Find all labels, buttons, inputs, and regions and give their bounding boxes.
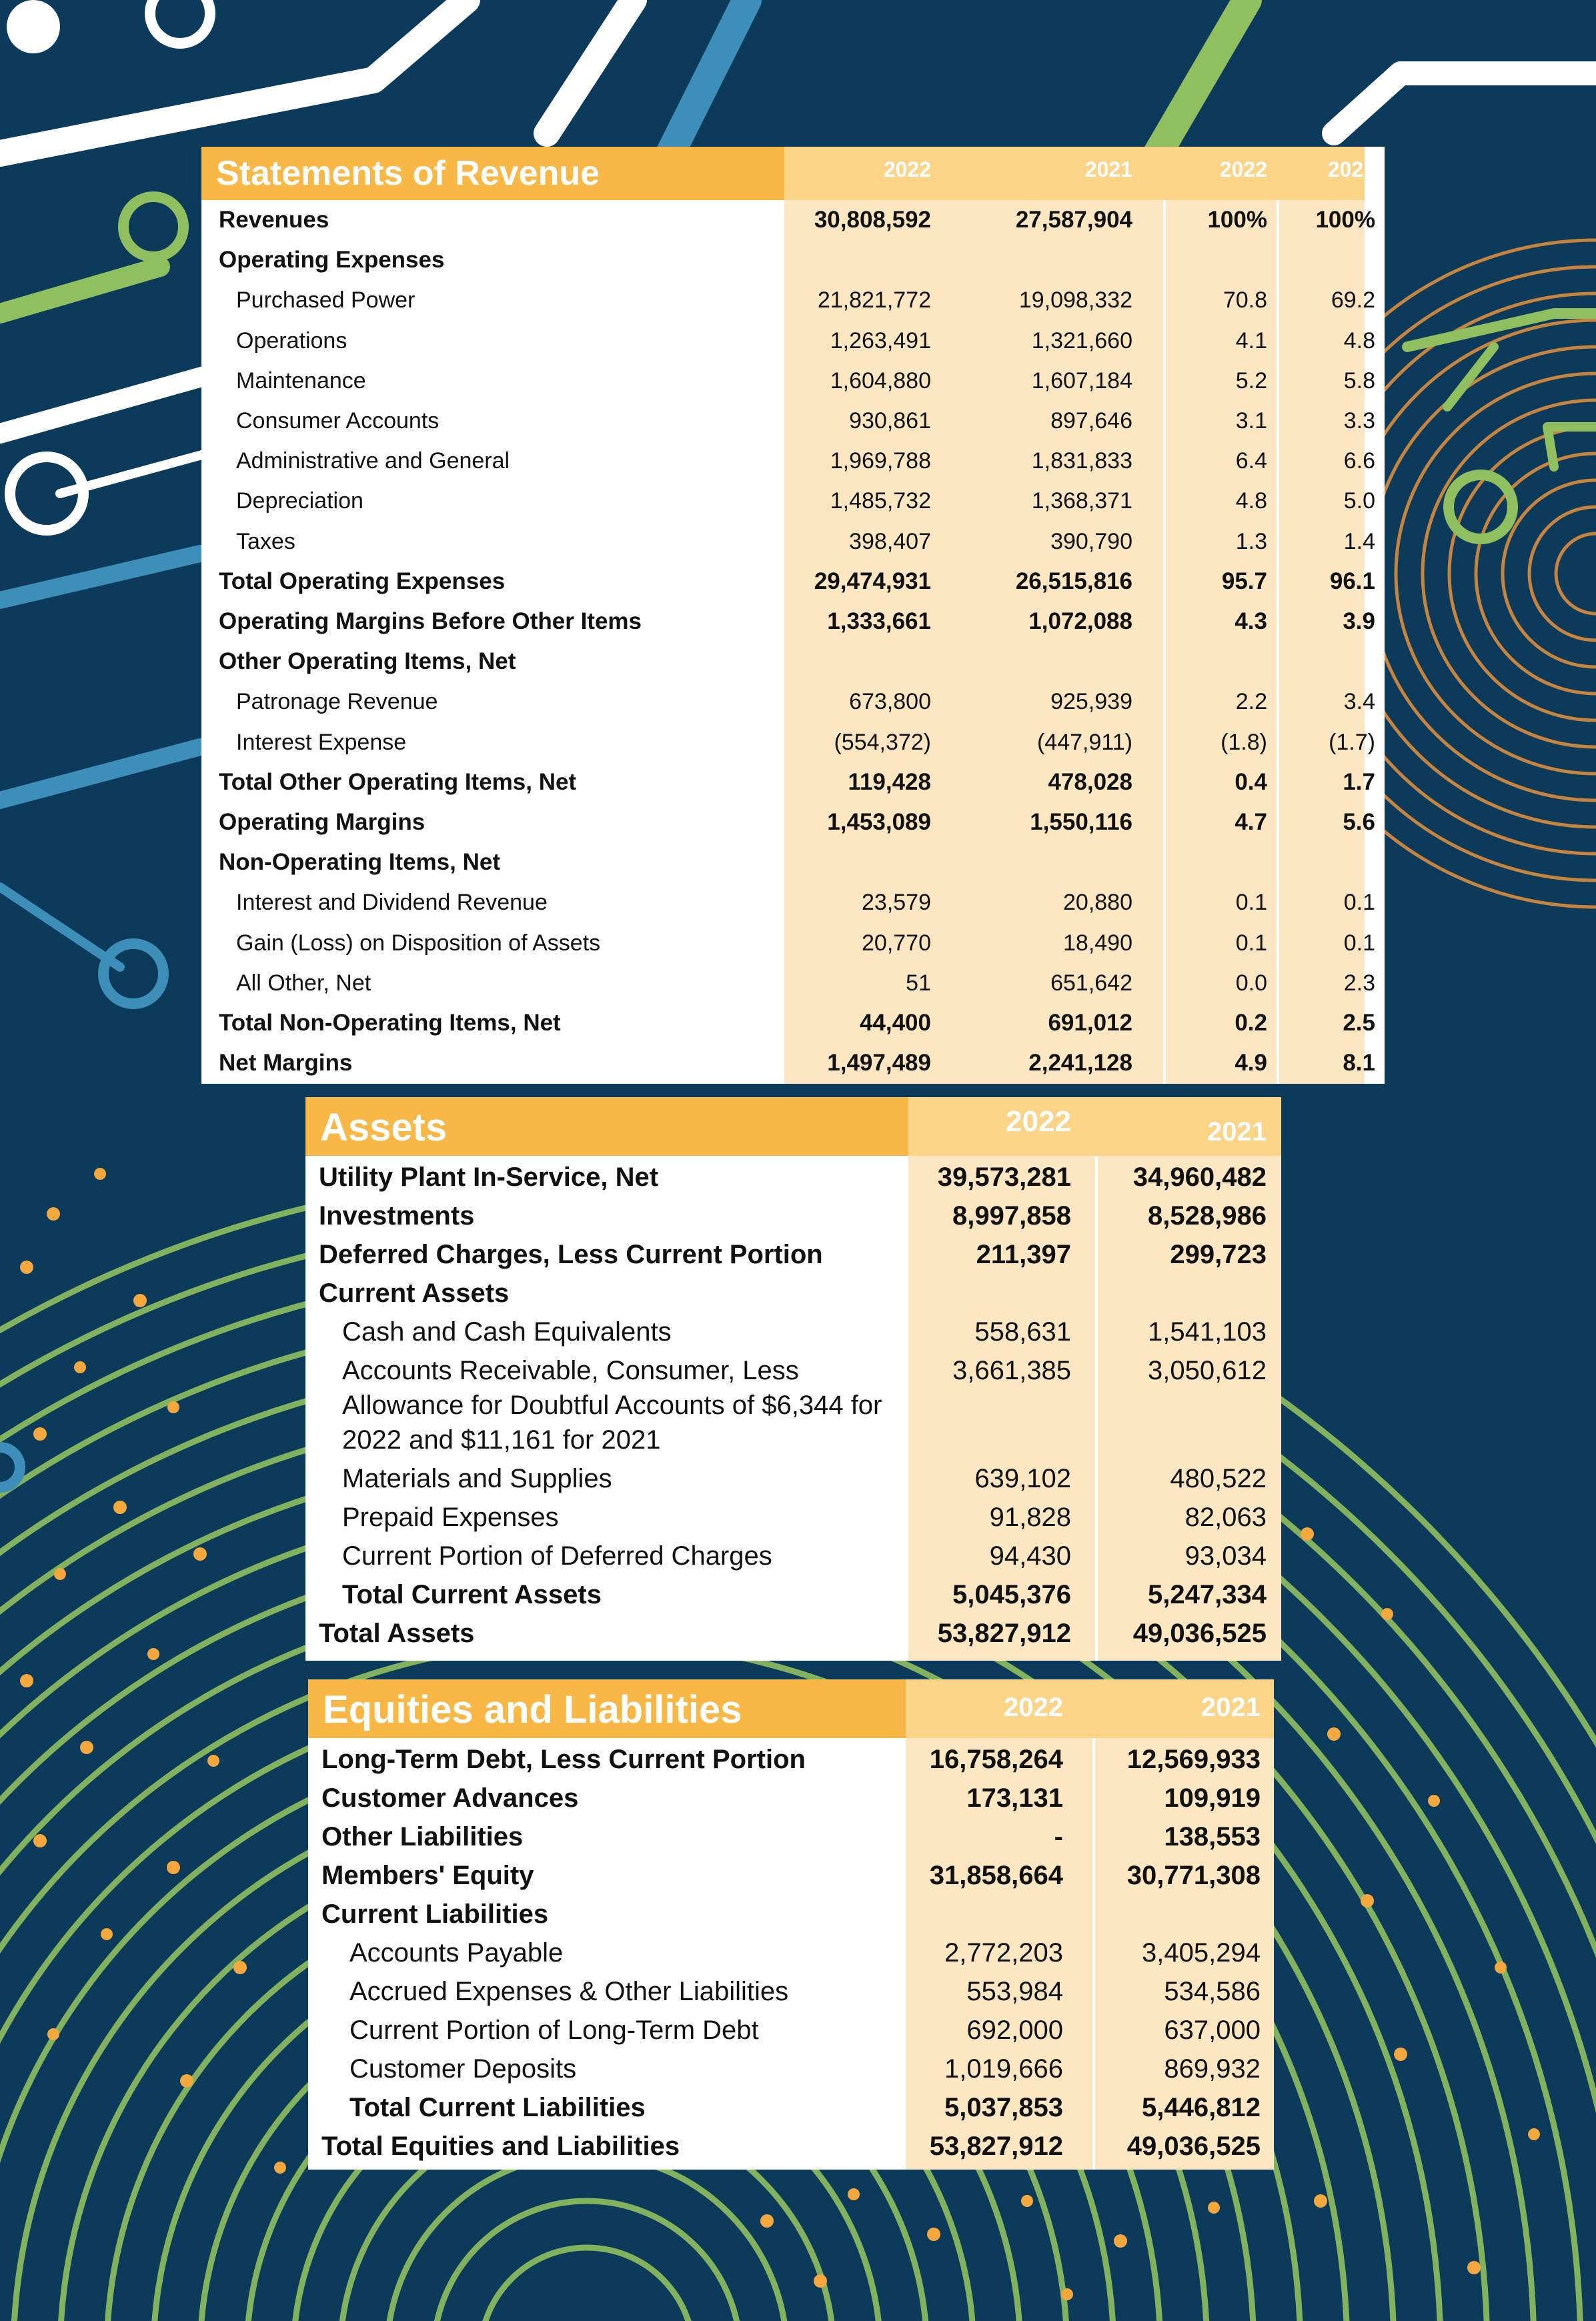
row-label: All Other, Net [236,970,371,996]
row-value: 869,932 [1164,2054,1261,2084]
row-value: 21,821,772 [817,287,931,313]
equities-title: Equities and Liabilities [323,1688,742,1731]
row-label: Utility Plant In-Service, Net [319,1163,659,1192]
row-value: 173,131 [966,1783,1063,1813]
row-value: 70.8 [1223,287,1267,313]
table-row [308,1895,1274,1934]
row-label: Taxes [236,528,295,554]
row-value: 4.7 [1235,809,1267,835]
table-row [201,280,1385,320]
row-value: 639,102 [974,1464,1071,1493]
row-value: 691,012 [1048,1010,1132,1036]
row-label: Other Operating Items, Net [219,648,516,675]
row-value: 8,997,858 [952,1201,1071,1231]
equities-col-header: 2022 [1004,1693,1063,1722]
table-row [201,481,1385,521]
row-value: 0.1 [1343,890,1375,916]
row-value: 1,485,732 [830,488,931,514]
row-value: (1.8) [1221,729,1267,755]
row-value: 93,034 [1184,1541,1267,1571]
row-value: 23,579 [862,890,931,916]
row-value: 51 [906,970,931,996]
table-row [201,1003,1385,1043]
row-label: Current Portion of Deferred Charges [342,1541,772,1571]
row-value: 0.2 [1235,1010,1267,1036]
row-label: Maintenance [236,367,366,394]
row-label: Net Margins [219,1050,353,1076]
row-label: Operating Expenses [219,247,445,273]
row-value: 1,072,088 [1028,608,1132,634]
row-value: 5.8 [1343,367,1375,394]
row-label: Total Current Assets [342,1580,602,1609]
row-label: Depreciation [236,488,363,514]
row-label: Accounts Payable [349,1938,564,1968]
row-value: 398,407 [849,528,931,554]
table-row [305,1499,1281,1537]
table-row [201,963,1385,1003]
row-value: 100% [1315,207,1375,233]
row-value: 5.0 [1343,488,1375,514]
table-row [308,1779,1274,1818]
row-value: 1,453,089 [827,809,931,835]
row-value: 1,321,660 [1031,327,1132,353]
row-value: 96.1 [1329,568,1375,594]
row-label: Gain (Loss) on Disposition of Assets [236,930,601,956]
table-row [201,682,1385,722]
row-value: 6.6 [1343,448,1375,474]
table-row [305,1313,1281,1352]
row-value: 2.3 [1343,970,1375,996]
table-row [308,1857,1274,1895]
revenue-header [201,147,1385,200]
row-value: 53,827,912 [937,1619,1071,1648]
row-label: Total Equities and Liabilities [321,2132,680,2161]
row-value: 3,050,612 [1148,1356,1267,1385]
row-value: 69.2 [1331,287,1375,313]
row-value: (447,911) [1036,729,1132,755]
row-value: 2.2 [1235,689,1267,715]
table-row [201,762,1385,802]
row-label: Current Portion of Long-Term Debt [349,2016,759,2045]
row-value: 390,790 [1050,528,1132,554]
row-value: 1,368,371 [1031,488,1132,514]
row-value: 82,063 [1184,1503,1267,1532]
row-value: 1,497,489 [827,1050,931,1076]
row-value: 8.1 [1343,1050,1375,1076]
assets-table [305,1097,1281,1661]
row-value: 30,808,592 [814,207,931,233]
row-label: Deferred Charges, Less Current Portion [319,1240,823,1269]
row-value: 4.3 [1235,608,1267,634]
table-row [308,2050,1274,2089]
row-value: 6.4 [1235,448,1267,474]
row-value: 94,430 [989,1541,1071,1571]
row-value: 553,984 [966,1977,1063,2006]
row-value: 692,000 [966,2016,1063,2045]
table-row [201,321,1385,361]
row-label: Revenues [219,207,329,233]
table-row [201,200,1385,240]
row-value: 1,607,184 [1031,367,1132,394]
table-row [305,1275,1281,1313]
row-value: 1,541,103 [1148,1317,1267,1347]
row-value: (554,372) [834,729,931,755]
revenue-col-header: 2021 [1327,157,1375,181]
row-value: 1.3 [1235,528,1267,554]
row-value: 100% [1207,207,1267,233]
row-value: 39,573,281 [937,1163,1071,1192]
table-row [308,1973,1274,2012]
row-value: 1,263,491 [830,327,931,353]
row-value: 5,045,376 [952,1580,1071,1609]
row-value: 925,939 [1050,689,1132,715]
equities-col-header: 2021 [1201,1693,1261,1722]
row-value: 4.9 [1235,1050,1267,1076]
row-value: 49,036,525 [1126,2132,1261,2161]
table-row [305,1460,1281,1499]
row-value: 4.1 [1235,327,1267,353]
row-label: Customer Deposits [349,2054,577,2084]
row-label: Operating Margins [219,809,426,835]
row-value: 34,960,482 [1132,1163,1267,1192]
table-row [201,240,1385,280]
row-value: 138,553 [1164,1822,1261,1851]
row-label: Total Other Operating Items, Net [219,768,577,795]
row-value: 0.1 [1343,930,1375,956]
row-value: 27,587,904 [1015,207,1132,233]
row-value: 3,405,294 [1142,1938,1261,1968]
row-label: Total Assets [319,1619,475,1648]
row-label: Current Assets [319,1279,510,1308]
revenue-col-header: 2021 [1084,157,1132,181]
row-label: Investments [319,1201,475,1231]
row-value: 0.0 [1235,970,1267,996]
table-row [201,923,1385,963]
row-value: 1,019,666 [944,2054,1063,2084]
row-value: 478,028 [1048,768,1132,795]
row-label-continued: 2022 and $11,161 for 2021 [342,1425,661,1455]
row-value: 1,969,788 [830,448,931,474]
row-value: 1,831,833 [1031,448,1132,474]
table-row [308,1818,1274,1857]
table-row [201,562,1385,602]
row-value: 26,515,816 [1015,568,1132,594]
row-value: (1.7) [1329,729,1375,755]
row-value: 19,098,332 [1018,287,1132,313]
table-row [305,1236,1281,1275]
table-row [308,2012,1274,2050]
table-row [305,1537,1281,1576]
table-row [308,1934,1274,1973]
row-value: 637,000 [1164,2016,1261,2045]
assets-title: Assets [320,1106,448,1149]
row-label: Other Liabilities [321,1822,524,1851]
row-value: 1.4 [1343,528,1375,554]
table-row [305,1352,1281,1460]
row-value: 44,400 [859,1010,931,1036]
row-value: 1.7 [1343,768,1375,795]
row-label: Patronage Revenue [236,689,438,715]
row-value: 49,036,525 [1132,1619,1267,1648]
table-row [201,522,1385,562]
row-label: Interest and Dividend Revenue [236,890,548,916]
equities-header [308,1679,1274,1738]
table-row [201,842,1385,882]
table-row [201,441,1385,481]
row-label: Consumer Accounts [236,408,440,434]
row-value: 0.1 [1235,890,1267,916]
row-value: 558,631 [974,1317,1071,1347]
table-row [305,1576,1281,1615]
row-label: Total Operating Expenses [219,568,506,594]
row-label: Materials and Supplies [342,1464,612,1493]
row-label: Operating Margins Before Other Items [219,608,642,634]
row-value: 3.3 [1343,408,1375,434]
row-label: Interest Expense [236,729,407,755]
row-value: 18,490 [1063,930,1132,956]
table-row [201,882,1385,922]
row-label: Non-Operating Items, Net [219,849,500,876]
row-value: 2,241,128 [1028,1050,1132,1076]
row-value: 1,550,116 [1030,809,1132,835]
row-value: 2.5 [1343,1010,1375,1036]
table-row [308,2128,1274,2166]
row-label: Accounts Receivable, Consumer, Less [342,1356,799,1385]
row-value: 91,828 [989,1503,1071,1532]
row-value: 651,642 [1050,970,1132,996]
row-value: 930,861 [849,408,931,434]
table-row [201,642,1385,682]
revenue-title: Statements of Revenue [216,154,600,193]
assets-col-header: 2021 [1207,1117,1267,1146]
table-row [201,1043,1385,1083]
row-value: 897,646 [1050,408,1132,434]
row-value: 5,247,334 [1148,1580,1267,1609]
row-value: 3.9 [1343,608,1375,634]
equities-liabilities-table [308,1679,1274,2170]
row-value: 16,758,264 [929,1745,1063,1774]
row-value: 3.4 [1343,689,1375,715]
table-row [201,401,1385,441]
row-value: 20,880 [1063,890,1132,916]
row-value: 0.4 [1235,768,1267,795]
row-value: 53,827,912 [929,2132,1063,2161]
row-value: 3,661,385 [952,1356,1071,1385]
row-value: 8,528,986 [1148,1201,1267,1231]
table-row [305,1158,1281,1197]
assets-header [305,1097,1281,1156]
row-value: 31,858,664 [929,1861,1063,1890]
row-label: Long-Term Debt, Less Current Portion [321,1745,806,1774]
row-value: 30,771,308 [1126,1861,1261,1890]
table-row [201,602,1385,642]
row-value: 95.7 [1221,568,1267,594]
revenue-col-header: 2022 [883,157,931,181]
row-label: Administrative and General [236,448,510,474]
table-row [305,1197,1281,1236]
row-value: 12,569,933 [1126,1745,1261,1774]
row-label: Customer Advances [321,1783,579,1813]
revenue-col-header: 2022 [1219,157,1267,181]
table-row [308,2089,1274,2128]
row-value: 5.2 [1235,367,1267,394]
row-label: Total Current Liabilities [349,2093,646,2122]
row-value: 119,428 [848,768,931,795]
row-value: 0.1 [1235,930,1267,956]
row-value: 673,800 [849,689,931,715]
row-value: 534,586 [1164,1977,1261,2006]
row-value: 4.8 [1235,488,1267,514]
row-label: Operations [236,327,347,353]
row-value: 299,723 [1170,1240,1267,1269]
row-label: Members' Equity [321,1861,534,1890]
row-value: 5,037,853 [944,2093,1063,2122]
table-row [201,722,1385,762]
revenue-statement-table [201,147,1385,1084]
row-value: 5,446,812 [1142,2093,1261,2122]
row-value: 20,770 [862,930,931,956]
row-label: Current Liabilities [321,1899,549,1929]
assets-col-header: 2022 [1006,1105,1071,1138]
row-label: Purchased Power [236,287,416,313]
row-value: 109,919 [1164,1783,1261,1813]
table-row [308,1741,1274,1779]
table-row [201,361,1385,401]
row-value: 4.8 [1343,327,1375,353]
table-row [305,1615,1281,1653]
table-row [201,802,1385,842]
row-value: 2,772,203 [944,1938,1063,1968]
row-value: 480,522 [1170,1464,1267,1493]
row-label: Prepaid Expenses [342,1503,559,1532]
row-value: 211,397 [976,1240,1071,1269]
row-label-continued: Allowance for Doubtful Accounts of $6,344 for [342,1391,882,1420]
row-label: Total Non-Operating Items, Net [219,1010,561,1036]
row-label: Accrued Expenses & Other Liabilities [349,1977,789,2006]
row-value: 1,333,661 [827,608,931,634]
row-value: 29,474,931 [814,568,931,594]
row-value: 3.1 [1235,408,1267,434]
row-value: - [1054,1822,1063,1851]
row-label: Cash and Cash Equivalents [342,1317,672,1347]
row-value: 1,604,880 [830,367,931,394]
row-value: 5.6 [1343,809,1375,835]
